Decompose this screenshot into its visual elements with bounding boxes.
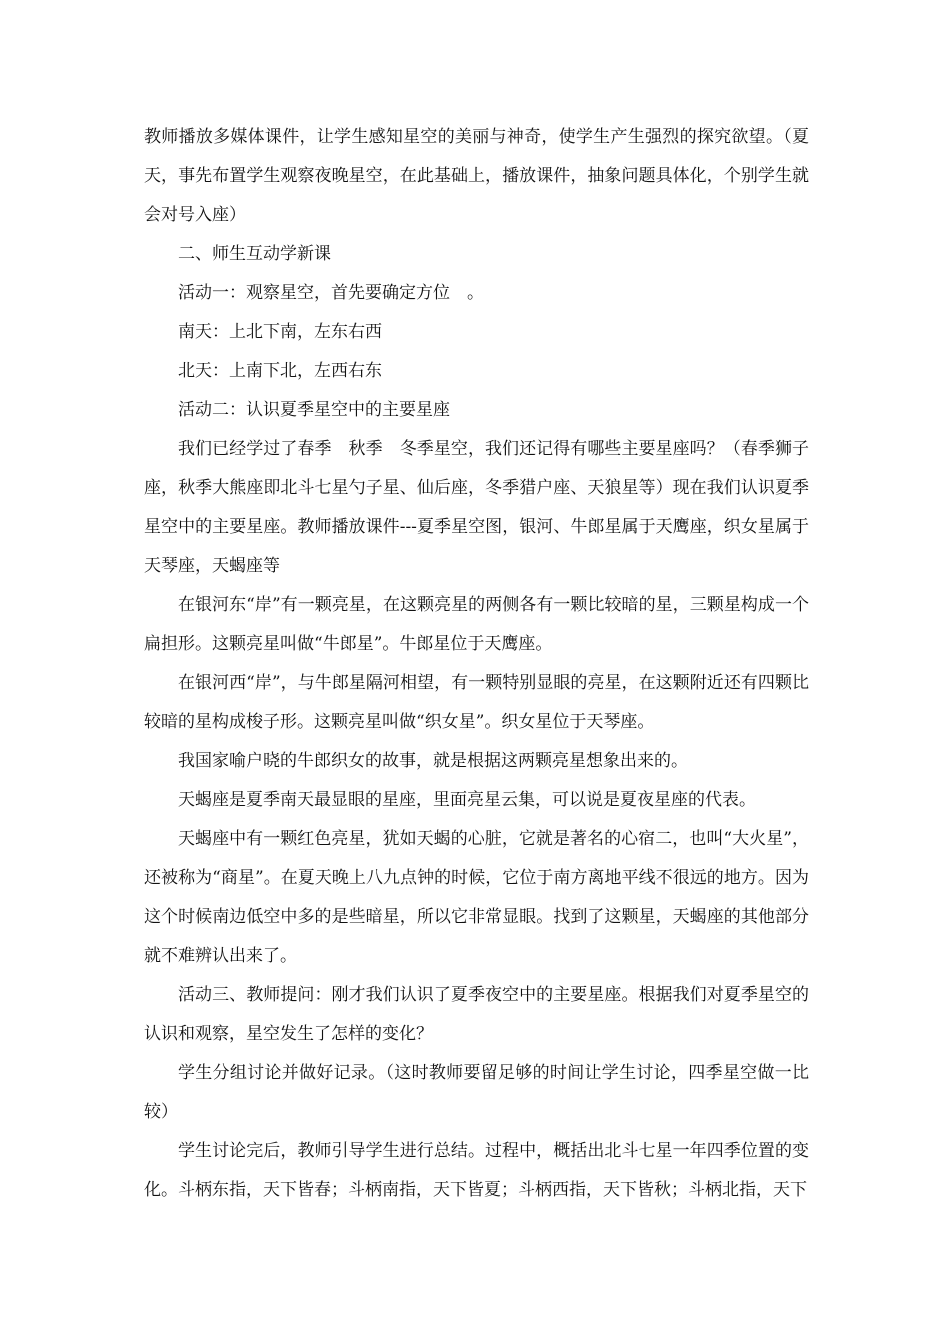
paragraph: 学生讨论完后，教师引导学生进行总结。过程中，概括出北斗七星一年四季位置的变化。斗柄东指，天下皆春；斗柄南指，天下皆夏；斗柄西指，天下皆秋；斗柄北指，天下 xyxy=(144,1141,809,1200)
paragraph: 我国家喻户晓的牛郎织女的故事，就是根据这两颗亮星想象出来的。 xyxy=(178,751,688,771)
paragraph: 天蝎座是夏季南天最显眼的星座，里面亮星云集，可以说是夏夜星座的代表。 xyxy=(178,790,756,810)
activity-heading: 活动一：观察星空，首先要确定方位 。 xyxy=(178,283,484,303)
activity-heading: 活动二：认识夏季星空中的主要星座 xyxy=(178,400,450,420)
activity-heading: 活动三、教师提问：刚才我们认识了夏季夜空中的主要星座。根据我们对夏季星空的认识和观察，星空发生了怎样的变化？ xyxy=(144,985,809,1044)
paragraph: 在银河东“岸”有一颗亮星，在这颗亮星的两侧各有一颗比较暗的星，三颗星构成一个扁担形。这颗亮星叫做“牛郎星”。牛郎星位于天鹰座。 xyxy=(144,595,809,654)
paragraph: 学生分组讨论并做好记录。（这时教师要留足够的时间让学生讨论，四季星空做一比较） xyxy=(144,1063,809,1122)
section-heading: 二、师生互动学新课 xyxy=(178,244,331,264)
paragraph-intro: 教师播放多媒体课件，让学生感知星空的美丽与神奇，使学生产生强烈的探究欲望。（夏天，事先布置学生观察夜晚星空，在此基础上，播放课件，抽象问题具体化，个别学生就会对号入座） xyxy=(144,127,809,225)
paragraph: 天蝎座中有一颗红色亮星，犹如天蝎的心脏，它就是著名的心宿二，也叫“大火星”，还被称为“商星”。在夏天晚上八九点钟的时候，它位于南方离地平线不很远的地方。因为这个时候南边低空中多的是些暗星，所以它非常显眼。找到了这颗星，天蝎座的其他部分就不难辨认出来了。 xyxy=(144,829,809,966)
paragraph: 在银河西“岸”，与牛郎星隔河相望，有一颗特别显眼的亮星，在这颗附近还有四颗比较暗的星构成梭子形。这颗亮星叫做“织女星”。织女星位于天琴座。 xyxy=(144,673,809,732)
paragraph: 我们已经学过了春季 秋季 冬季星空，我们还记得有哪些主要星座吗？（春季狮子座，秋季大熊座即北斗七星勺子星、仙后座，冬季猎户座、天狼星等）现在我们认识夏季星空中的主要星座。教师播放课件---夏季星空图，银河、牛郎星属于天鹰座，织女星属于天琴座，天蝎座等 xyxy=(144,439,809,576)
paragraph-line: 南天：上北下南，左东右西 xyxy=(178,322,382,342)
paragraph-line: 北天：上南下北，左西右东 xyxy=(178,361,382,381)
document-body xyxy=(144,118,809,1210)
